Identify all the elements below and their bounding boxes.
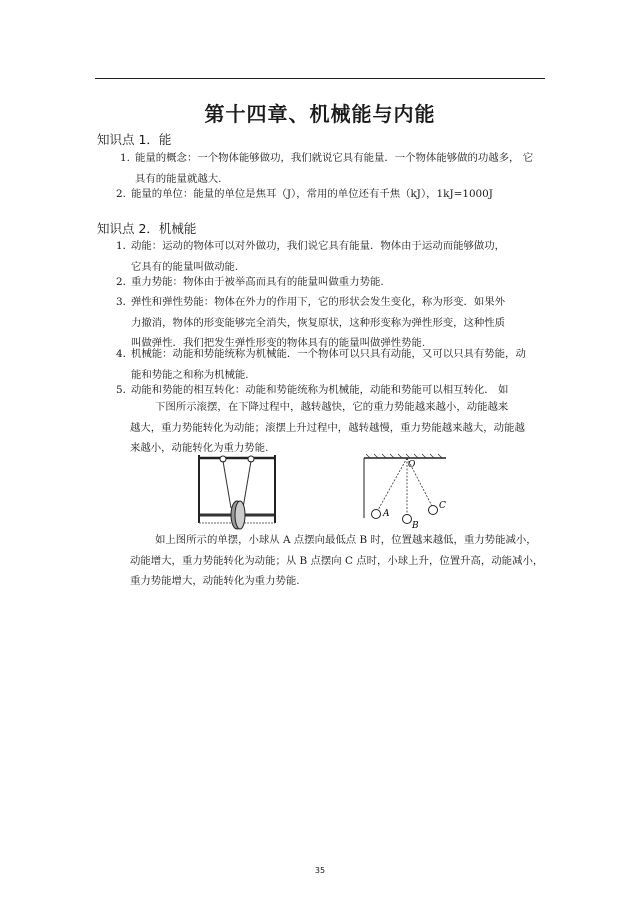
s2-item-2-num: 2． <box>116 276 134 288</box>
s1-item-1 <box>120 148 533 189</box>
s2-item-4-num: 4． <box>116 348 134 360</box>
chapter-title: 第十四章、机械能与内能 <box>204 102 436 126</box>
roll-pendulum-strings <box>220 456 254 508</box>
simple-pendulum-figure <box>360 452 450 534</box>
s2-item-3-line-1: 弹性和弹性势能：物体在外力的作用下，它的形状会发生变化，称为形变．如果外 <box>131 296 506 308</box>
roll-line-3: 来越小，动能转化为重力势能. <box>130 442 269 454</box>
roll-line-2: 越大，重力势能转化为动能；滚摆上升过程中，越转越慢，重力势能越来越大，动能越 <box>130 421 525 434</box>
pendulum-line-1: 如上图所示的单摆，小球从 A 点摆向最低点 B 时，位置越来越低，重力势能减小， <box>155 534 537 546</box>
page-number: 35 <box>314 866 326 875</box>
label-c: C <box>439 501 446 511</box>
roll-pendulum-wheel <box>200 501 274 529</box>
section-2-heading: 知识点 2．机械能 <box>97 221 197 236</box>
s2-item-4-line-2: 能和势能之和称为机械能. <box>131 368 249 381</box>
pendulum-ball-b <box>403 515 412 524</box>
s1-item-2 <box>116 184 493 205</box>
s2-item-4 <box>116 344 526 385</box>
section-1-heading: 知识点 1．能 <box>97 132 172 147</box>
s1-item-1-line-1: 能量的概念：一个物体能够做功，我们就说它具有能量．一个物体能够做的功越多， 它 <box>135 152 534 164</box>
roll-paragraph <box>130 397 525 459</box>
label-a: A <box>383 509 390 519</box>
s2-item-3-num: 3． <box>116 296 134 308</box>
s2-item-2-line-1: 重力势能：物体由于被举高而具有的能量叫做重力势能. <box>131 276 384 288</box>
s2-item-3-line-2: 力撤消，物体的形变能够完全消失，恢复原状，这种形变称为弹性形变，这种性质 <box>131 316 506 329</box>
pendulum-strings <box>378 458 432 515</box>
header-rule <box>95 78 545 79</box>
s2-item-4-line-1: 机械能：动能和势能统称为机械能．一个物体可以只具有动能，又可以只具有势能，动 <box>131 348 526 360</box>
pendulum-line-2: 动能增大，重力势能转化为动能；从 B 点摆向 C 点时，小球上升，位置升高，动能减小， <box>130 554 544 567</box>
s2-item-1-line-2: 它具有的能量叫做动能. <box>131 260 239 273</box>
pendulum-paragraph <box>130 530 543 592</box>
roll-line-1: 下图所示滚摆，在下降过程中，越转越快，它的重力势能越来越小，动能越来 <box>155 401 509 413</box>
s2-item-1 <box>116 236 505 277</box>
s2-item-3-line-3: 叫做弹性．我们把发生弹性形变的物体具有的能量叫做弹性势能. <box>131 337 426 349</box>
label-b: B <box>412 521 419 531</box>
s2-item-5-line-1: 动能和势能的相互转化：动能和势能统称为机械能，动能和势能可以相互转化． 如 <box>131 384 509 396</box>
s1-item-1-line-2: 具有的能量就越大. <box>135 172 222 185</box>
s2-item-2 <box>116 272 384 293</box>
pendulum-ceiling <box>364 454 446 458</box>
s2-item-5-num: 5． <box>116 384 134 396</box>
pendulum-ball-a <box>372 510 381 519</box>
s1-item-2-num: 2. <box>116 188 126 200</box>
s1-item-2-line-1: 能量的单位：能量的单位是焦耳（J），常用的单位还有千焦（kJ），1kJ=1000J <box>131 188 493 200</box>
s1-item-1-num: 1. <box>120 152 130 164</box>
pendulum-line-3: 重力势能增大，动能转化为重力势能. <box>130 575 300 587</box>
s2-item-1-num: 1． <box>116 240 134 252</box>
roll-pendulum-figure <box>196 453 278 539</box>
label-o: O <box>408 460 416 470</box>
pendulum-ball-c <box>429 506 438 515</box>
s2-item-1-line-1: 动能：运动的物体可以对外做功，我们说它具有能量．物体由于运动而能够做功， <box>131 240 506 252</box>
